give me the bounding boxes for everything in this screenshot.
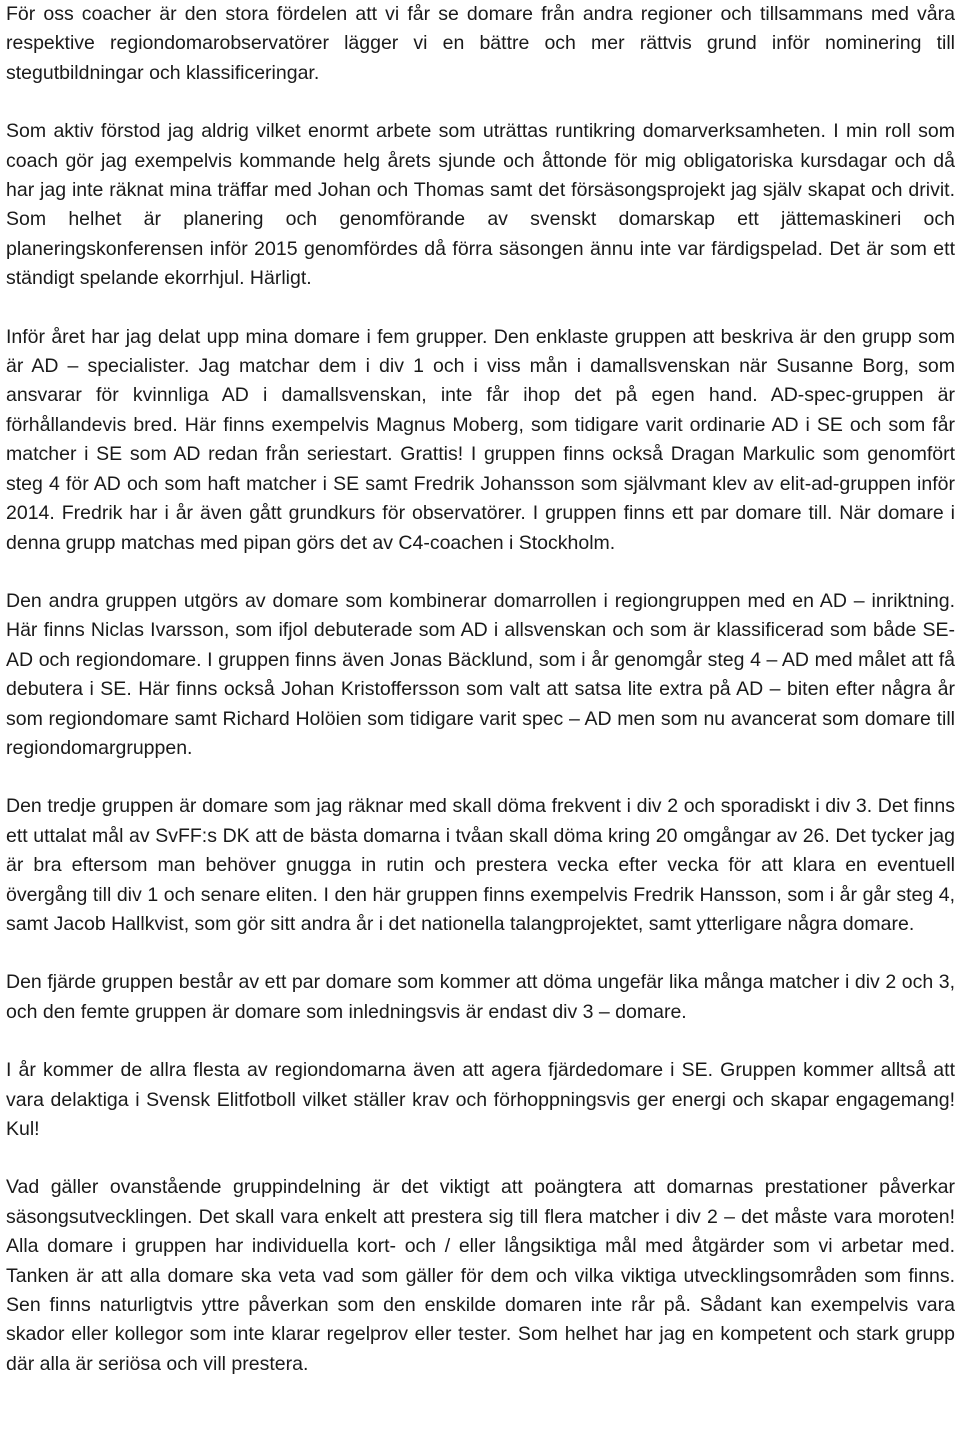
paragraph-7: I år kommer de allra flesta av regiondomarna även att agera fjärdedomare i SE. Gruppen kommer alltså att vara delaktiga i Svensk Elitfotboll vilket ställer krav och förhoppningsvis ger energi och skapar engagemang! Kul! — [6, 1059, 955, 1140]
paragraph-spacer — [6, 1027, 955, 1056]
paragraph-1: För oss coacher är den stora fördelen att vi får se domare från andra regioner och tillsammans med våra respektive regiondomarobservatörer lägger vi en bättre och mer rättvis grund inför nominering till stegutbildningar och klassificeringar. — [6, 3, 955, 84]
paragraph-spacer — [6, 939, 955, 968]
paragraph-spacer — [6, 1144, 955, 1173]
paragraph-6: Den fjärde gruppen består av ett par domare som kommer att döma ungefär lika många matcher i div 2 och 3, och den femte gruppen är domare som inledningsvis är endast div 3 – domare. — [6, 971, 955, 1023]
document-page — [6, 0, 955, 1379]
paragraph-spacer — [6, 763, 955, 792]
paragraph-4: Den andra gruppen utgörs av domare som kombinerar domarrollen i regiongruppen med en AD – inriktning. Här finns Niclas Ivarsson, som ifjol debuterade som AD i allsvenskan och som är klassificerad som både SE-AD och regiondomare. I gruppen finns även Jonas Bäcklund, som i år genomgår steg 4 – AD med målet att få debutera i SE. Här finns också Johan Kristoffersson som valt att satsa lite extra på AD – biten efter några år som regiondomare samt Richard Holöien som tidigare varit spec – AD men som nu avancerat som domare till regiondomargruppen. — [6, 589, 955, 759]
paragraph-8: Vad gäller ovanstående gruppindelning är det viktigt att poängtera att domarnas prestationer påverkar säsongsutvecklingen. Det skall vara enkelt att prestera sig till flera matcher i div 2 – det måste vara moroten! Alla domare i gruppen har individuella kort- och / eller långsiktiga mål med åtgärder som vi arbetar med. Tanken är att alla domare ska veta vad som gäller för dem och vilka viktiga utvecklingsområden som finns. Sen finns naturligtvis yttre påverkan som den enskilde domaren inte rår på. Sådant kan exempelvis vara skador eller kollegor som inte klarar regelprov eller tester. Som helhet har jag en kompetent och stark grupp där alla är seriösa och vill prestera. — [6, 1176, 955, 1375]
paragraph-2: Som aktiv förstod jag aldrig vilket enormt arbete som uträttas runtikring domarverksamheten. I min roll som coach gör jag exempelvis kommande helg årets sjunde och åttonde för mig obligatoriska kursdagar och då har jag inte räknat mina träffar med Johan och Thomas samt det försäsongsprojekt jag själv skapat och drivit. Som helhet är planering och genomförande av svenskt domarskap ett jättemaskineri och planeringskonferensen inför 2015 genomfördes då förra säsongen ännu inte var färdigspelad. Det är som ett ständigt spelande ekorrhjul. Härligt. — [6, 120, 955, 290]
paragraph-spacer — [6, 294, 955, 323]
paragraph-spacer — [6, 88, 955, 117]
paragraph-5: Den tredje gruppen är domare som jag räknar med skall döma frekvent i div 2 och sporadiskt i div 3. Det finns ett uttalat mål av SvFF:s DK att de bästa domarna i tvåan skall döma kring 20 omgångar av 26. Det tycker jag är bra eftersom man behöver gnugga in rutin och prestera vecka efter vecka för att klara en eventuell övergång till div 1 och senare eliten. I den här gruppen finns exempelvis Fredrik Hansson, som i år går steg 4, samt Jacob Hallkvist, som gör sitt andra år i det nationella talangprojektet, samt ytterligare några domare. — [6, 795, 955, 935]
paragraph-spacer — [6, 558, 955, 587]
paragraph-3: Inför året har jag delat upp mina domare i fem grupper. Den enklaste gruppen att beskriva är den grupp som är AD – specialister. Jag matchar dem i div 1 och i viss mån i damallsvenskan när Susanne Borg, som ansvarar för kvinnliga AD i damallsvenskan, inte får ihop det på egen hand. AD-spec-gruppen är förhållandevis bred. Här finns exempelvis Magnus Moberg, som tidigare varit ordinarie AD i SE och som får matcher i SE som AD redan från seriestart. Grattis! I gruppen finns också Dragan Markulic som genomfört steg 4 för AD och som haft matcher i SE samt Fredrik Johansson som självmant klev av elit-ad-gruppen inför 2014. Fredrik har i år även gått grundkurs för observatörer. I gruppen finns ett par domare till. När domare i denna grupp matchas med pipan görs det av C4-coachen i Stockholm. — [6, 325, 955, 554]
